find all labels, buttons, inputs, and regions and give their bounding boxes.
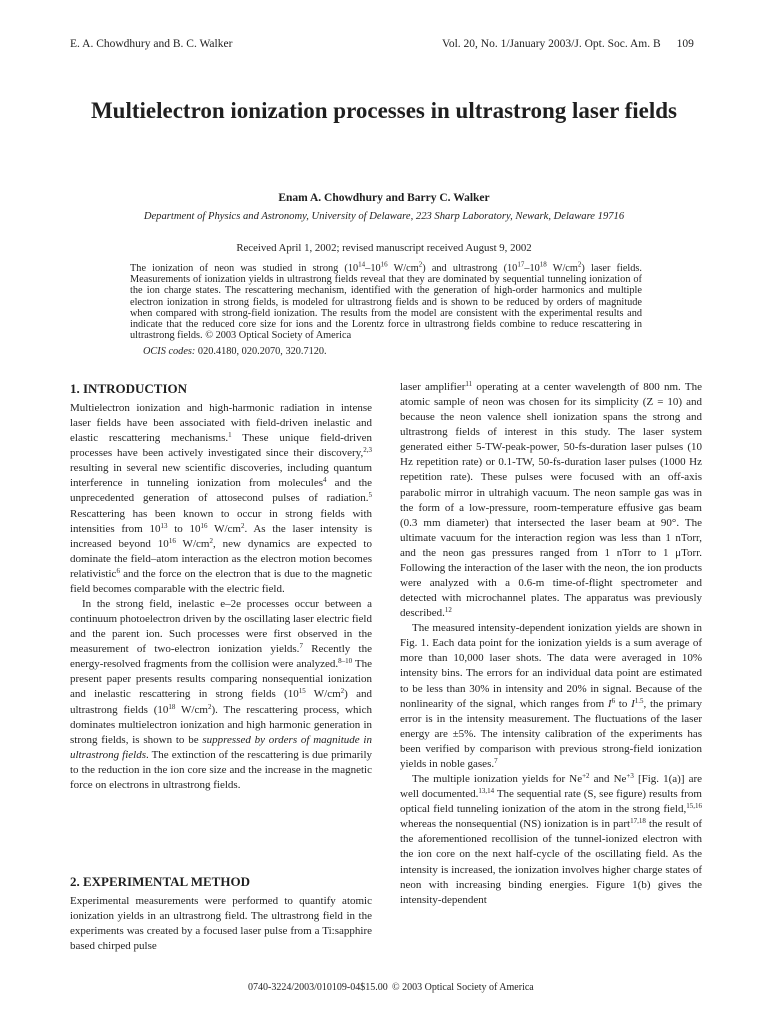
received-dates: Received April 1, 2002; revised manuscript received August 9, 2002: [236, 242, 532, 254]
author-list: Enam A. Chowdhury and Barry C. Walker: [278, 192, 490, 204]
intro-paragraph-2: In the strong field, inelastic e–2e processes occur between a continuum photoelectron driven by the oscillating laser electric field and the parent ion. Such processes were first observed in the measurement of two-electron ionization yields.$^7$ Recently the energy-resolved fragments from the collision were analyzed.$^{8-10}$ The present paper presents results comparing nonsequential ionization and inelastic rescattering in strong fields ($10^{15}$ $W/cm^2$) and ultrastrong fields ($10^{18}$ $W/cm^2$). The rescattering process, which dominates multielectron ionization and high harmonic generation in strong fields, is shown to be suppressed by orders of magnitude in ultrastrong fields. The extinction of the rescattering is due primarily to the reduction in the ion core size and the increase in the magnetic force on electrons in ultrastrong fields.: [70, 598, 373, 791]
experimental-paragraph-1: Experimental measurements were performed to quantify atomic ionization yields in an ultrastrong field. The ultrastrong field in the experiments was created by a focused laser pulse from a Ti:sapphire based chirped pulse: [70, 895, 372, 953]
abstract: The ionization of neon was studied in strong ($10^{14}-10^{16}$ $W/cm^2$) and ultrastrong ($10^{17}-10^{18}$ $W/cm^2$) laser fields. Measurements of ionization yields in ultrastrong fields reveal that they are dominated by sequential tunneling ionization of the ion charge states. The rescattering mechanism, identified with the generation of high-order harmonics and multiple electron ionization in strong fields, is modeled for ultrastrong fields and is shown to be reduced by orders of magnitude when compared with strong-field ionization. The results from the model are consistent with the experimental results and indicate that the reduced core size for ions and the Lorentz force in ultrastrong fields combine to reduce rescattering in ultrastrong fields. © 2003 Optical Society of America: [130, 260, 642, 342]
journal-citation: Vol. 20, No. 1/January 2003/J. Opt. Soc. Am. B: [442, 38, 661, 50]
ocis-codes: [143, 346, 327, 357]
running-header-journal: [442, 38, 694, 50]
ocis-label: OCIS codes:: [143, 346, 196, 357]
intro-paragraph-1: Multielectron ionization and high-harmonic radiation in intense laser fields have been associated with field-driven inelastic and elastic rescattering mechanisms.$^1$ These unique field-driven processes have been actively investigated since their discovery,$^{2,3}$ resulting in several new scientific discoveries, including quantum interference in tunneling ionization from molecules$^4$ and the unprecedented generation of attosecond pulses of radiation.$^5$ Rescattering has been known to occur in strong fields with intensities from $10^{13}$ to $10^{16}$ $W/cm^2$. As the laser intensity is increased beyond $10^{16}$ $W/cm^2$, new dynamics are expected to dominate the field–atom interaction as the electron motion becomes relativistic$^6$ and the force on the electron that is due to the magnetic field becomes comparable with the electric field.: [70, 402, 373, 595]
experimental-paragraph-1-continued: laser amplifier$^{11}$ operating at a center wavelength of 800 nm. The atomic sample of neon was chosen for its simplicity (Z = 10) and because the neon valence shell ionization spans the strong and ultrastrong fields of interest in this study. The laser system generated either 5-TW-peak-power, 50-fs-duration laser pulses (10 Hz repetition rate) or 0.1-TW, 50-fs-duration laser pulses (1000 Hz repetition rate). These pulses were focused with an off-axis parabolic mirror in ultrahigh vacuum. The neon sample gas was in the form of a low-pressure, room-temperature effusive gas beam (0.3 mm diameter) that intersected the laser beam at 90°. The ultimate vacuum for the interaction region was less than 1 nTorr, and the neon gas pressures ranged from 1 nTorr to 1 μTorr. Following the interaction of the laser with the neon, the ion products were analyzed with a 0.6-m time-of-flight spectrometer and detected with microchannel plates. The apparatus was previously described.$^{12}$: [400, 380, 702, 620]
right-column-body: [400, 380, 702, 908]
paper-title: Multielectron ionization processes in ultrastrong laser fields: [90, 98, 678, 123]
section-heading-experimental-method: 2. EXPERIMENTAL METHOD: [70, 874, 250, 889]
experimental-paragraph-2: The measured intensity-dependent ionization yields are shown in Fig. 1. Each data point for the ionization yields is a sum average of more than 10,000 laser shots. The data were averaged in 10% intensity bins. The errors for an individual data point are estimated to be less than 30% in intensity and 20% in signal. Because of the nonlinearity of the signal, which ranges from $I^6$ to $I^{1.5}$, the primary error is in the intensity measurement. The fluctuations of the laser energy are ±5%. The intensity calibration of the experiments has been verified by comparison with previous strong-field ionization yields in noble gases.$^7$: [400, 622, 702, 770]
section-heading-introduction: 1. INTRODUCTION: [70, 381, 188, 396]
running-header-authors: E. A. Chowdhury and B. C. Walker: [70, 38, 233, 50]
introduction-body: [70, 401, 372, 793]
experimental-paragraph-3: The multiple ionization yields for $Ne^{+2}$ and $Ne^{+3}$ [Fig. 1(a)] are well documented.$^{13,14}$ The sequential rate (S, see figure) results from optical field tunneling ionization of the atom in the strong field,$^{15,16}$ whereas the nonsequential (NS) ionization is in part$^{17,18}$ the result of the aforementioned recollision of the tunnel-ionized electron with the ion core on the next half-cycle of the oscillating field. As the intensity is increased, the ionization involves higher charge states of neon with increasing binding energies. Figure 1(b) gives the intensity-dependent: [400, 772, 703, 906]
experimental-body: [70, 894, 372, 954]
page-number: 109: [676, 38, 694, 50]
footer-issn-code: 0740-3224/2003/010109-04$15.00: [248, 982, 388, 993]
affiliation: Department of Physics and Astronomy, University of Delaware, 223 Sharp Laboratory, Newark, Delaware 19716: [143, 211, 625, 222]
ocis-values: 020.4180, 020.2070, 320.7120.: [197, 346, 327, 357]
footer-copyright: © 2003 Optical Society of America: [392, 982, 534, 993]
